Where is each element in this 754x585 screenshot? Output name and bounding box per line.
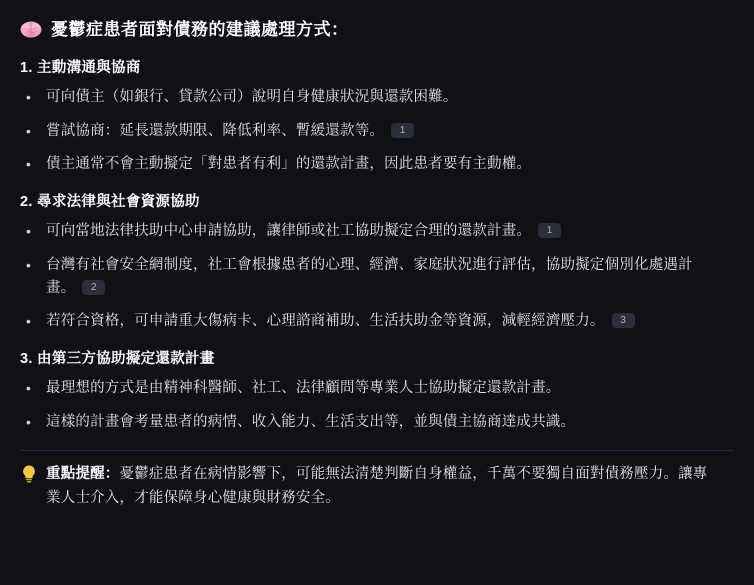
bullet-text-content: 這樣的計畫會考量患者的病情、收入能力、生活支出等，並與債主協商達成共識。 xyxy=(46,413,576,430)
section-3-bullets xyxy=(18,377,736,434)
key-reminder-note xyxy=(20,463,734,510)
section-3-heading: 3. 由第三方協助擬定還款計畫 xyxy=(20,350,215,367)
bullet-marker: • xyxy=(26,413,31,430)
citation-badge[interactable]: 1 xyxy=(391,123,414,138)
bullet-marker: • xyxy=(26,223,31,240)
list-item xyxy=(18,377,736,400)
list-item xyxy=(18,86,736,109)
list-item xyxy=(18,220,736,243)
key-reminder-label: 重點提醒： xyxy=(46,466,120,483)
divider xyxy=(20,450,734,451)
bullet-marker: • xyxy=(26,122,31,139)
bullet-marker: • xyxy=(26,256,31,273)
bullet-marker: • xyxy=(26,89,31,106)
key-reminder-body: 憂鬱症患者在病情影響下，可能無法清楚判斷自身權益，千萬不要獨自面對債務壓力。讓專業人士介入，才能保障身心健康與財務安全。 xyxy=(46,466,708,506)
section-3 xyxy=(18,348,736,434)
bullet-marker: • xyxy=(26,156,31,173)
bullet-text-content: 債主通常不會主動擬定「對患者有利」的還款計畫，因此患者要有主動權。 xyxy=(46,156,532,173)
list-item xyxy=(18,411,736,434)
bullet-text xyxy=(46,220,736,243)
bullet-text-content: 嘗試協商：延長還款期限、降低利率、暫緩還款等。 xyxy=(46,122,385,139)
citation-badge[interactable]: 3 xyxy=(612,313,635,328)
bullet-text xyxy=(46,411,736,434)
bullet-text-content: 台灣有社會安全網制度，社工會根據患者的心理、經濟、家庭狀況進行評估，協助擬定個別化處遇計畫。 xyxy=(46,256,693,296)
bullet-text-content: 可向當地法律扶助中心申請協助，讓律師或社工協助擬定合理的還款計畫。 xyxy=(46,223,532,240)
section-2 xyxy=(18,191,736,334)
bullet-marker: • xyxy=(26,313,31,330)
bullet-marker: • xyxy=(26,380,31,397)
section-2-heading: 2. 尋求法律與社會資源協助 xyxy=(20,193,200,210)
page-title xyxy=(20,16,736,43)
bullet-text xyxy=(46,310,736,333)
bullet-text xyxy=(46,153,736,176)
key-reminder-text xyxy=(46,463,734,510)
bullet-text xyxy=(46,254,736,301)
list-item xyxy=(18,153,736,176)
list-item xyxy=(18,310,736,333)
bullet-text-content: 若符合資格，可申請重大傷病卡、心理諮商補助、生活扶助金等資源，減輕經濟壓力。 xyxy=(46,313,605,330)
bullet-text-content: 最理想的方式是由精神科醫師、社工、法律顧問等專業人士協助擬定還款計畫。 xyxy=(46,380,561,397)
bullet-text-content: 可向債主（如銀行、貸款公司）說明自身健康狀況與還款困難。 xyxy=(46,89,458,106)
list-item xyxy=(18,120,736,143)
page-title-text: 憂鬱症患者面對債務的建議處理方式： xyxy=(51,20,349,39)
section-1 xyxy=(18,57,736,177)
section-2-bullets xyxy=(18,220,736,334)
lightbulb-icon xyxy=(20,464,38,484)
section-1-bullets xyxy=(18,86,736,176)
citation-badge[interactable]: 1 xyxy=(538,223,561,238)
citation-badge[interactable]: 2 xyxy=(82,280,105,295)
list-item xyxy=(18,254,736,301)
bullet-text xyxy=(46,120,736,143)
section-1-heading: 1. 主動溝通與協商 xyxy=(20,60,141,77)
bullet-text xyxy=(46,86,736,109)
brain-icon xyxy=(20,20,42,39)
bullet-text xyxy=(46,377,736,400)
